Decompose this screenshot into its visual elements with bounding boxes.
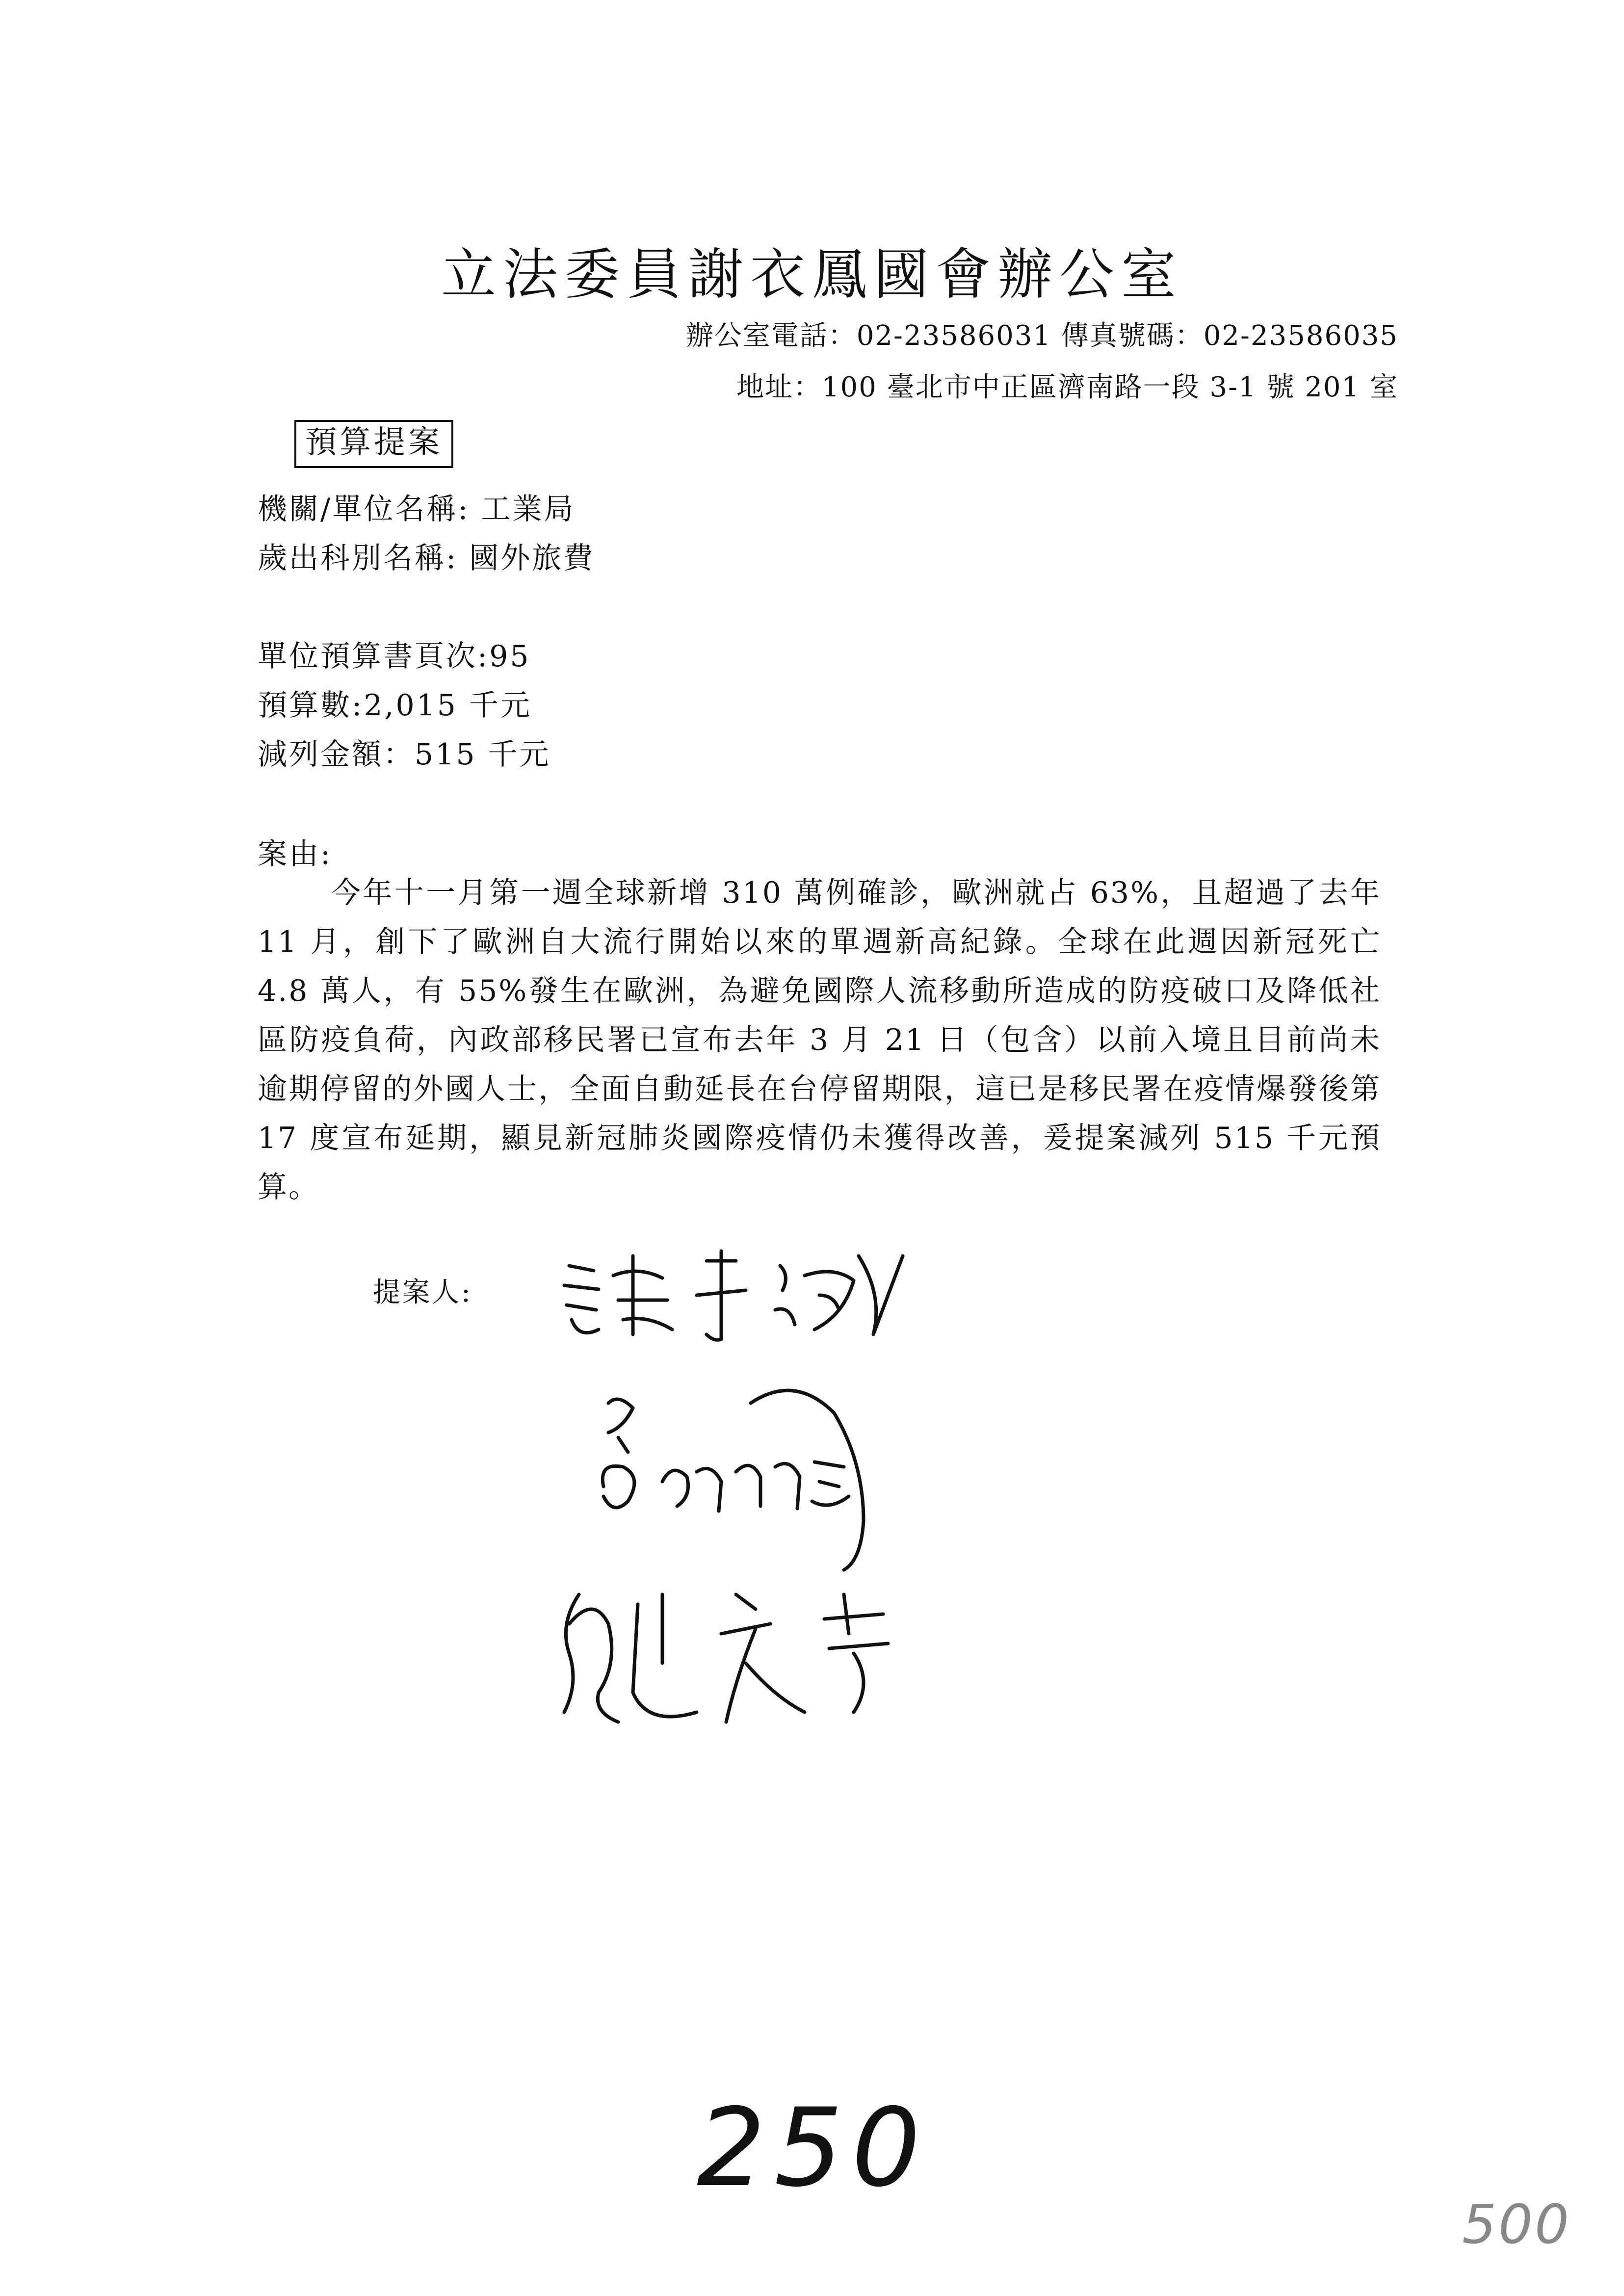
handwritten-margin-note: 500 — [1462, 2193, 1571, 2256]
handwritten-page-number: 250 — [697, 2085, 929, 2211]
reason-label: 案由: — [258, 837, 333, 871]
expense-item-name: 歲出科別名稱: 國外旅費 — [258, 541, 595, 575]
page-title: 立法委員謝衣鳳國會辦公室 — [441, 243, 1183, 307]
agency-name: 機關/單位名稱: 工業局 — [258, 492, 576, 526]
signature-3 — [550, 1565, 932, 1742]
proposer-label: 提案人: — [373, 1277, 472, 1308]
signature-2 — [589, 1374, 932, 1580]
reason-body: 今年十一月第一週全球新增 310 萬例確診，歐洲就占 63%，且超過了去年 11 月，創下了歐洲自大流行開始以來的單週新高紀錄。全球在此週因新冠死亡 4.8 萬人，有 55%發生在歐洲，為避免國際人流移動所造成的防疫破口及降低社區防疫負荷，內政部移民署已宣布去年 3 月 21 日（包含）以前入境且目前尚未逾期停留的外國人士，全面自動延長在台停留期限，這已是移民署在疫情爆發後第 17 度宣布延期，顯見新冠肺炎國際疫情仍未獲得改善，爰提案減列 515 千元預算。 — [258, 876, 1381, 1204]
signature-1 — [559, 1236, 903, 1344]
cut-amount: 減列金額：515 千元 — [258, 737, 551, 772]
budget-book-page: 單位預算書頁次:95 — [258, 639, 531, 674]
budget-amount: 預算數:2,015 千元 — [258, 688, 532, 723]
proposal-type-box: 預算提案 — [294, 420, 453, 468]
office-address: 地址：100 臺北市中正區濟南路一段 3-1 號 201 室 — [736, 371, 1398, 403]
office-phone-fax: 辦公室電話：02-23586031 傳真號碼：02-23586035 — [685, 320, 1398, 352]
